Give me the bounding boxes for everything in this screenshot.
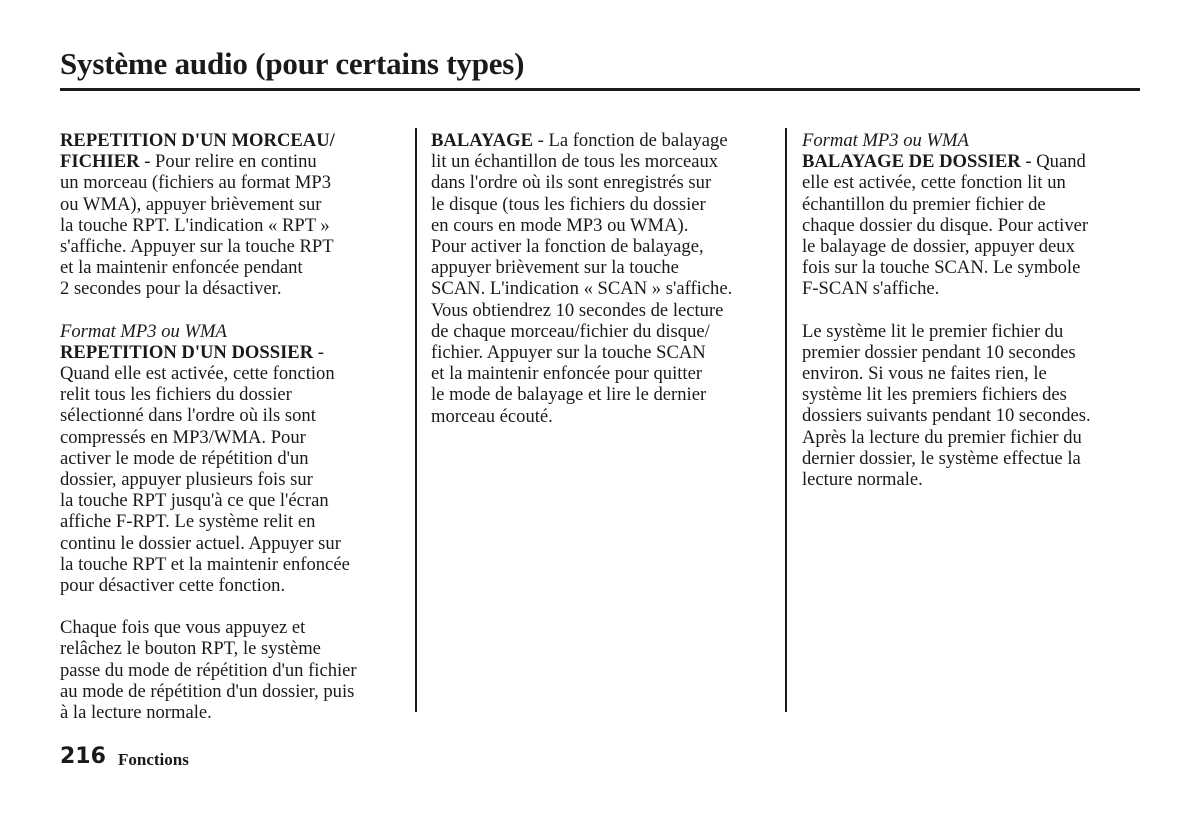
repeat-folder-heading: REPETITION D'UN DOSSIER [60, 341, 314, 363]
column-divider-1 [415, 128, 417, 712]
repeat-track-body: - Pour relire en continu un morceau (fichiers au format MP3 ou WMA), appuyer brièvement sur la touche RPT. L'indication « RPT » s'affiche. Appuyer sur la touche RPT et la maintenir enfoncée pendant 2 secondes pour la désactiver. [60, 151, 334, 300]
scan-body: - La fonction de balayage lit un échantillon de tous les morceaux dans l'ordre où ils sont enregistrés sur le disque (tous les fichiers du dossier en cours en mode MP3 ou WMA). Pour activer la fonction de balayage, appuyer brièvement sur la touche SCAN. L'indication « SCAN » s'affiche. Vous obtiendrez 10 secondes de lecture de chaque morceau/fichier du disque/ fichier. Appuyer sur la touche SCAN et la maintenir enfoncée pour quitter le mode de balayage et lire le dernier morceau écouté. [431, 130, 733, 427]
title-divider [60, 88, 1140, 91]
page-title: Système audio (pour certains types) [60, 46, 525, 81]
scan-paragraph [431, 130, 786, 427]
scan-heading: BALAYAGE [431, 130, 533, 151]
repeat-track-heading: REPETITION D'UN MORCEAU/ FICHIER [60, 130, 335, 173]
repeat-folder-format-note: Format MP3 ou WMA [60, 320, 227, 342]
column-2 [431, 130, 786, 427]
column-1 [60, 130, 405, 723]
folder-scan-paragraph [802, 130, 1147, 300]
folder-scan-detail-paragraph: Le système lit le premier fichier du premier dossier pendant 10 secondes environ. Si vous ne faites rien, le système lit les premiers fichiers des dossiers suivants pendant 10 secondes. Après la lecture du premier fichier du dernier dossier, le système effectue la lecture normale. [802, 320, 1091, 491]
folder-scan-heading: BALAYAGE DE DOSSIER [802, 151, 1021, 173]
folder-scan-format-note: Format MP3 ou WMA [802, 130, 969, 151]
repeat-folder-paragraph [60, 321, 405, 597]
column-divider-2 [785, 128, 787, 712]
column-3 [802, 130, 1147, 490]
rpt-cycle-paragraph: Chaque fois que vous appuyez et relâchez le bouton RPT, le système passe du mode de répétition d'un fichier au mode de répétition d'un dossier, puis à la lecture normale. [60, 617, 357, 724]
repeat-folder-body: - Quand elle est activée, cette fonction relit tous les fichiers du dossier sélectionné dans l'ordre où ils sont compressés en MP3/WMA. Pour activer le mode de répétition d'un dossier, appuyer plusieurs fois sur la touche RPT jusqu'à ce que l'écran affiche F-RPT. Le système relit en continu le dossier actuel. Appuyer sur la touche RPT et la maintenir enfoncée pour désactiver cette fonction. [60, 341, 350, 597]
folder-scan-body: - Quand elle est activée, cette fonction lit un échantillon du premier fichier de chaque dossier du disque. Pour activer le balayage de dossier, appuyer deux fois sur la touche SCAN. Le symbole F-SCAN s'affiche. [802, 151, 1089, 300]
repeat-track-paragraph [60, 130, 405, 300]
section-label: Fonctions [118, 750, 189, 769]
page-number: 216 [60, 744, 106, 769]
